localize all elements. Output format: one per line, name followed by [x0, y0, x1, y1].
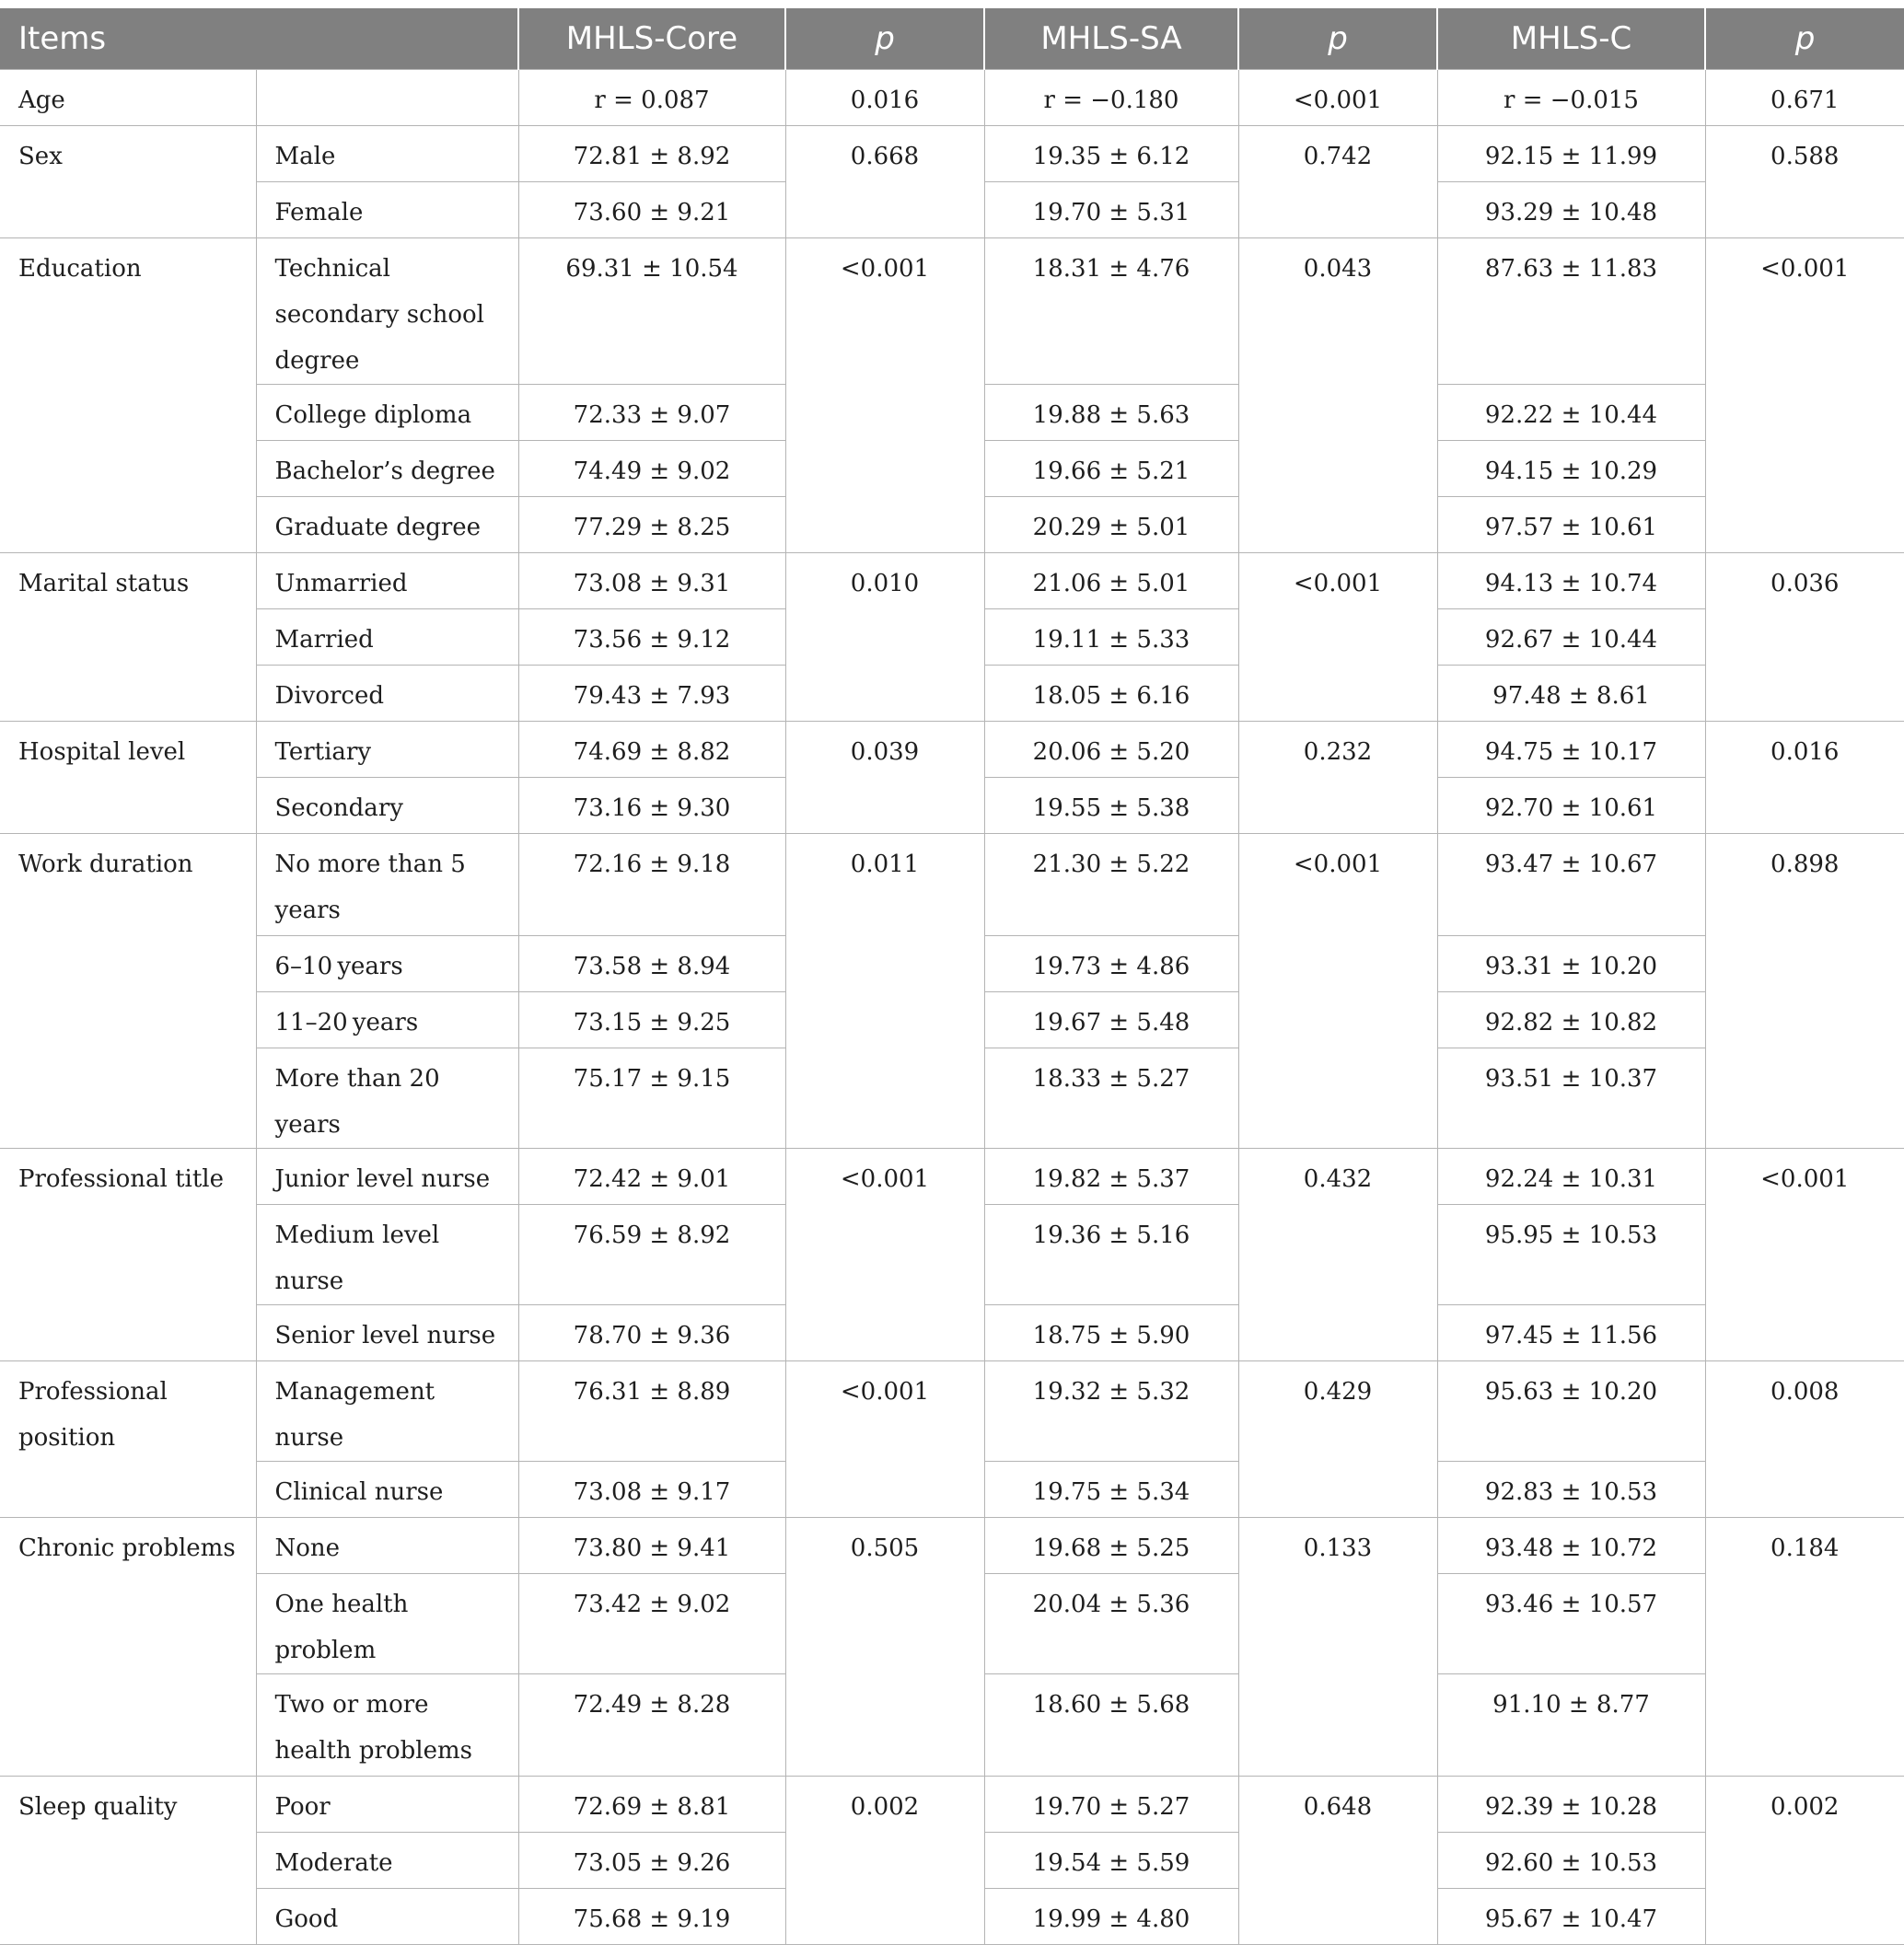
- mhls-core-value: 73.08 ± 9.17: [518, 1462, 785, 1518]
- header-p-c: p: [1705, 8, 1904, 70]
- mhls-c-value: 92.67 ± 10.44: [1437, 609, 1705, 666]
- mhls-c-value: 95.67 ± 10.47: [1437, 1889, 1705, 1945]
- category-label: 6–10 years: [256, 936, 518, 992]
- mhls-core-value: 73.58 ± 8.94: [518, 936, 785, 992]
- mhls-core-value: 75.68 ± 9.19: [518, 1889, 785, 1945]
- category-label: Moderate: [256, 1833, 518, 1889]
- mhls-c-value: 93.47 ± 10.67: [1437, 834, 1705, 936]
- mhls-core-value: 72.49 ± 8.28: [518, 1674, 785, 1777]
- mhls-c-p-value: <0.001: [1705, 238, 1904, 553]
- mhls-sa-value: 19.68 ± 5.25: [984, 1518, 1238, 1574]
- table-container: [0, 8, 1904, 1945]
- mhls-c-value: 92.39 ± 10.28: [1437, 1777, 1705, 1833]
- mhls-core-value: 73.05 ± 9.26: [518, 1833, 785, 1889]
- mhls-c-value: 92.60 ± 10.53: [1437, 1833, 1705, 1889]
- mhls-c-value: 94.75 ± 10.17: [1437, 722, 1705, 778]
- category-label: Tertiary: [256, 722, 518, 778]
- group-label: Professional position: [0, 1361, 256, 1518]
- mhls-core-value: 73.60 ± 9.21: [518, 182, 785, 238]
- category-label: Secondary: [256, 778, 518, 834]
- mhls-core-p-value: 0.010: [785, 553, 984, 722]
- mhls-sa-value: 19.67 ± 5.48: [984, 992, 1238, 1048]
- mhls-sa-value: 18.33 ± 5.27: [984, 1048, 1238, 1149]
- group-label: Education: [0, 238, 256, 553]
- mhls-c-value: 97.45 ± 11.56: [1437, 1305, 1705, 1361]
- table-row: [0, 238, 1904, 385]
- mhls-c-value: 92.83 ± 10.53: [1437, 1462, 1705, 1518]
- mhls-c-value: 93.51 ± 10.37: [1437, 1048, 1705, 1149]
- mhls-c-value: 94.15 ± 10.29: [1437, 441, 1705, 497]
- category-label: Married: [256, 609, 518, 666]
- mhls-core-value: 73.15 ± 9.25: [518, 992, 785, 1048]
- mhls-c-value: 92.70 ± 10.61: [1437, 778, 1705, 834]
- mhls-c-p-value: 0.898: [1705, 834, 1904, 1149]
- mhls-c-value: 93.29 ± 10.48: [1437, 182, 1705, 238]
- mhls-core-p-value: <0.001: [785, 1361, 984, 1518]
- mhls-sa-value: 19.75 ± 5.34: [984, 1462, 1238, 1518]
- mhls-comparison-table: [0, 8, 1904, 1945]
- mhls-sa-p-value: 0.232: [1238, 722, 1437, 834]
- mhls-c-value: 95.63 ± 10.20: [1437, 1361, 1705, 1462]
- mhls-core-value: 79.43 ± 7.93: [518, 666, 785, 722]
- mhls-core-p-value: 0.011: [785, 834, 984, 1149]
- mhls-sa-value: 19.32 ± 5.32: [984, 1361, 1238, 1462]
- mhls-sa-value: 18.31 ± 4.76: [984, 238, 1238, 385]
- mhls-core-value: 73.42 ± 9.02: [518, 1574, 785, 1674]
- mhls-sa-value: 20.06 ± 5.20: [984, 722, 1238, 778]
- mhls-sa-value: 19.82 ± 5.37: [984, 1149, 1238, 1205]
- group-label: Work duration: [0, 834, 256, 1149]
- mhls-sa-value: 18.75 ± 5.90: [984, 1305, 1238, 1361]
- mhls-core-value: 72.69 ± 8.81: [518, 1777, 785, 1833]
- mhls-c-value: 91.10 ± 8.77: [1437, 1674, 1705, 1777]
- mhls-core-value: 72.16 ± 9.18: [518, 834, 785, 936]
- mhls-core-value: 74.49 ± 9.02: [518, 441, 785, 497]
- mhls-sa-value: 19.73 ± 4.86: [984, 936, 1238, 992]
- mhls-c-p-value: <0.001: [1705, 1149, 1904, 1361]
- header-p-core: p: [785, 8, 984, 70]
- mhls-c-value: 92.15 ± 11.99: [1437, 126, 1705, 182]
- empty-cell: [256, 70, 518, 126]
- category-label: Senior level nurse: [256, 1305, 518, 1361]
- mhls-c-value: 93.46 ± 10.57: [1437, 1574, 1705, 1674]
- mhls-sa-value: 19.35 ± 6.12: [984, 126, 1238, 182]
- group-label: Sleep quality: [0, 1777, 256, 1945]
- table-row: [0, 1149, 1904, 1205]
- category-label: 11–20 years: [256, 992, 518, 1048]
- category-label: Bachelor’s degree: [256, 441, 518, 497]
- mhls-sa-p-value: 0.043: [1238, 238, 1437, 553]
- group-label: Sex: [0, 126, 256, 238]
- category-label: College diploma: [256, 385, 518, 441]
- mhls-c-p-value: 0.002: [1705, 1777, 1904, 1945]
- mhls-sa-p-value: <0.001: [1238, 553, 1437, 722]
- mhls-sa-value: 20.04 ± 5.36: [984, 1574, 1238, 1674]
- category-label: More than 20 years: [256, 1048, 518, 1149]
- header-items: Items: [0, 8, 518, 70]
- table-row: [0, 834, 1904, 936]
- mhls-core-value: 73.08 ± 9.31: [518, 553, 785, 609]
- table-row: [0, 722, 1904, 778]
- mhls-c-value: 95.95 ± 10.53: [1437, 1205, 1705, 1305]
- group-label: Hospital level: [0, 722, 256, 834]
- mhls-core-value: 73.80 ± 9.41: [518, 1518, 785, 1574]
- row-label-age: Age: [0, 70, 256, 126]
- mhls-sa-value: 18.60 ± 5.68: [984, 1674, 1238, 1777]
- mhls-sa-value: 19.55 ± 5.38: [984, 778, 1238, 834]
- mhls-c-value: 87.63 ± 11.83: [1437, 238, 1705, 385]
- mhls-c-value: 93.48 ± 10.72: [1437, 1518, 1705, 1574]
- category-label: Graduate degree: [256, 497, 518, 553]
- group-label: Chronic problems: [0, 1518, 256, 1777]
- mhls-c-p-value: 0.036: [1705, 553, 1904, 722]
- category-label: None: [256, 1518, 518, 1574]
- category-label: Unmarried: [256, 553, 518, 609]
- group-label: Professional title: [0, 1149, 256, 1361]
- category-label: Male: [256, 126, 518, 182]
- header-p-sa: p: [1238, 8, 1437, 70]
- mhls-sa-value: 21.30 ± 5.22: [984, 834, 1238, 936]
- header-row: [0, 8, 1904, 70]
- mhls-core-value: 76.59 ± 8.92: [518, 1205, 785, 1305]
- mhls-sa-value: 19.54 ± 5.59: [984, 1833, 1238, 1889]
- mhls-core-value: 76.31 ± 8.89: [518, 1361, 785, 1462]
- table-body: [0, 70, 1904, 1945]
- age-core-r: r = 0.087: [518, 70, 785, 126]
- mhls-c-p-value: 0.016: [1705, 722, 1904, 834]
- category-label: Good: [256, 1889, 518, 1945]
- age-c-r: r = −0.015: [1437, 70, 1705, 126]
- category-label: No more than 5 years: [256, 834, 518, 936]
- category-label: Two or more health problems: [256, 1674, 518, 1777]
- header-mhls-sa: MHLS-SA: [984, 8, 1238, 70]
- header-mhls-core: MHLS-Core: [518, 8, 785, 70]
- mhls-core-p-value: 0.002: [785, 1777, 984, 1945]
- mhls-sa-value: 19.36 ± 5.16: [984, 1205, 1238, 1305]
- mhls-c-value: 92.24 ± 10.31: [1437, 1149, 1705, 1205]
- mhls-sa-p-value: 0.742: [1238, 126, 1437, 238]
- category-label: One health problem: [256, 1574, 518, 1674]
- table-row: [0, 1518, 1904, 1574]
- mhls-c-p-value: 0.588: [1705, 126, 1904, 238]
- table-row: [0, 1777, 1904, 1833]
- category-label: Clinical nurse: [256, 1462, 518, 1518]
- category-label: Medium level nurse: [256, 1205, 518, 1305]
- mhls-sa-value: 18.05 ± 6.16: [984, 666, 1238, 722]
- mhls-sa-p-value: <0.001: [1238, 834, 1437, 1149]
- table-row: [0, 126, 1904, 182]
- mhls-sa-value: 19.70 ± 5.31: [984, 182, 1238, 238]
- mhls-core-p-value: 0.039: [785, 722, 984, 834]
- mhls-sa-value: 19.99 ± 4.80: [984, 1889, 1238, 1945]
- header-mhls-c: MHLS-C: [1437, 8, 1705, 70]
- mhls-sa-value: 19.70 ± 5.27: [984, 1777, 1238, 1833]
- mhls-sa-p-value: 0.648: [1238, 1777, 1437, 1945]
- mhls-core-value: 73.16 ± 9.30: [518, 778, 785, 834]
- mhls-core-value: 69.31 ± 10.54: [518, 238, 785, 385]
- mhls-core-value: 74.69 ± 8.82: [518, 722, 785, 778]
- mhls-sa-value: 19.66 ± 5.21: [984, 441, 1238, 497]
- mhls-sa-value: 20.29 ± 5.01: [984, 497, 1238, 553]
- mhls-core-p-value: <0.001: [785, 1149, 984, 1361]
- mhls-core-value: 72.33 ± 9.07: [518, 385, 785, 441]
- mhls-c-value: 97.48 ± 8.61: [1437, 666, 1705, 722]
- mhls-core-value: 72.81 ± 8.92: [518, 126, 785, 182]
- mhls-core-value: 75.17 ± 9.15: [518, 1048, 785, 1149]
- mhls-c-value: 92.82 ± 10.82: [1437, 992, 1705, 1048]
- mhls-sa-value: 21.06 ± 5.01: [984, 553, 1238, 609]
- table-row-age: [0, 70, 1904, 126]
- mhls-core-p-value: 0.668: [785, 126, 984, 238]
- category-label: Female: [256, 182, 518, 238]
- table-header: [0, 8, 1904, 70]
- mhls-c-value: 94.13 ± 10.74: [1437, 553, 1705, 609]
- mhls-c-p-value: 0.008: [1705, 1361, 1904, 1518]
- mhls-core-value: 77.29 ± 8.25: [518, 497, 785, 553]
- age-core-p: 0.016: [785, 70, 984, 126]
- mhls-core-p-value: <0.001: [785, 238, 984, 553]
- mhls-core-value: 73.56 ± 9.12: [518, 609, 785, 666]
- mhls-c-value: 93.31 ± 10.20: [1437, 936, 1705, 992]
- category-label: Divorced: [256, 666, 518, 722]
- mhls-sa-p-value: 0.432: [1238, 1149, 1437, 1361]
- age-c-p: 0.671: [1705, 70, 1904, 126]
- mhls-sa-value: 19.11 ± 5.33: [984, 609, 1238, 666]
- mhls-core-p-value: 0.505: [785, 1518, 984, 1777]
- mhls-c-p-value: 0.184: [1705, 1518, 1904, 1777]
- age-sa-p: <0.001: [1238, 70, 1437, 126]
- mhls-core-value: 78.70 ± 9.36: [518, 1305, 785, 1361]
- mhls-sa-p-value: 0.429: [1238, 1361, 1437, 1518]
- mhls-core-value: 72.42 ± 9.01: [518, 1149, 785, 1205]
- mhls-sa-p-value: 0.133: [1238, 1518, 1437, 1777]
- category-label: Technical secondary school degree: [256, 238, 518, 385]
- table-row: [0, 553, 1904, 609]
- category-label: Junior level nurse: [256, 1149, 518, 1205]
- mhls-sa-value: 19.88 ± 5.63: [984, 385, 1238, 441]
- group-label: Marital status: [0, 553, 256, 722]
- category-label: Management nurse: [256, 1361, 518, 1462]
- category-label: Poor: [256, 1777, 518, 1833]
- age-sa-r: r = −0.180: [984, 70, 1238, 126]
- mhls-c-value: 97.57 ± 10.61: [1437, 497, 1705, 553]
- table-row: [0, 1361, 1904, 1462]
- mhls-c-value: 92.22 ± 10.44: [1437, 385, 1705, 441]
